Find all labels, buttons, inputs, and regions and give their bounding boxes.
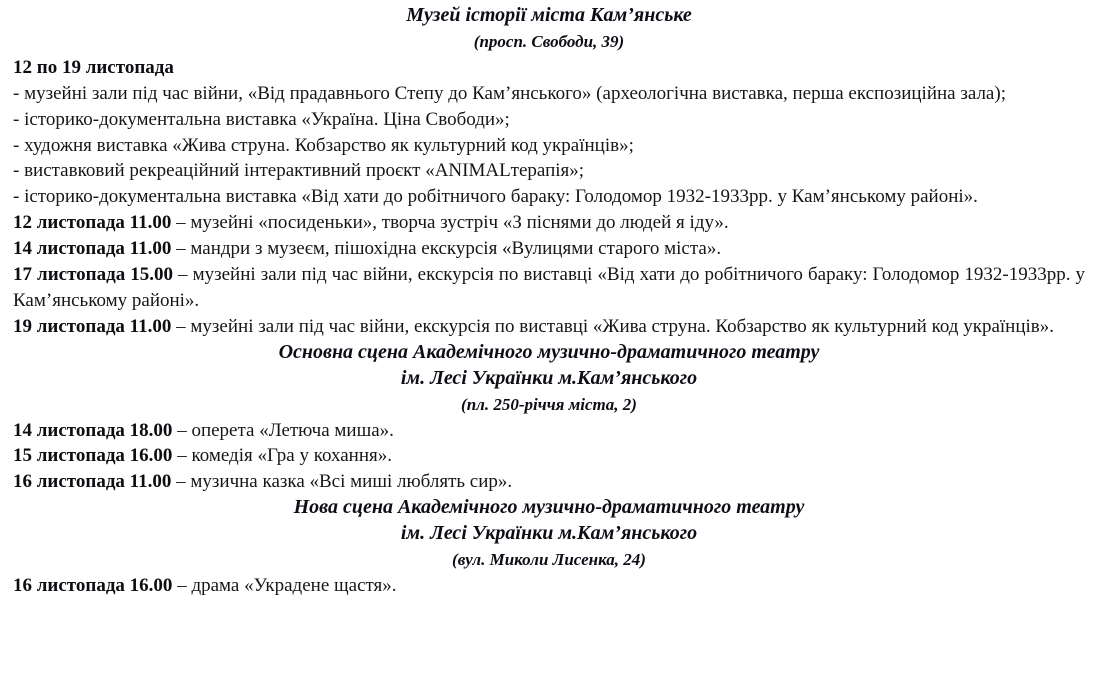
- event-date-time: 16 листопада 11.00: [13, 471, 172, 493]
- event-description: – музейні «посиденьки», творча зустріч «З піснями до людей я іду».: [171, 212, 729, 234]
- event-description: – музейні зали під час війни, екскурсія по виставці «Від хати до робітничого бараку: Голодомор 1932-1933рр. у Кам’янському районі».: [13, 264, 1086, 311]
- event-date-time: 12 листопада 11.00: [13, 212, 172, 234]
- event-description: – комедія «Гра у кохання».: [172, 445, 393, 467]
- event-date-time: 16 листопада 16.00: [13, 574, 173, 596]
- venue-address-museum: (просп. Свободи, 39): [473, 31, 625, 51]
- event-item: [13, 469, 1085, 495]
- event-date-time: 17 листопада 15.00: [13, 264, 174, 286]
- exhibit-item: - музейні зали під час війни, «Від прадавнього Степу до Кам’янського» (археологічна виставка, перша експозиційна зала);: [13, 82, 1006, 104]
- event-item: [13, 573, 1085, 599]
- event-item: [13, 443, 1085, 469]
- venue-address-new-stage: (вул. Миколи Лисенка, 24): [452, 550, 646, 570]
- events-schedule: [13, 3, 1085, 599]
- venue-title-main-stage-2: ім. Лесі Українки м.Кам’янського: [400, 366, 698, 389]
- venue-address-main-stage: (пл. 250-річчя міста, 2): [461, 394, 637, 414]
- event-item: [13, 210, 1085, 236]
- venue-title-new-stage-2: ім. Лесі Українки м.Кам’янського: [400, 522, 698, 545]
- event-description: – мандри з музеєм, пішохідна екскурсія «Вулицями старого міста».: [171, 238, 722, 260]
- venue-title-main-stage: Основна сцена Академічного музично-драматичного театру: [278, 340, 820, 363]
- venue-title-new-stage: Нова сцена Академічного музично-драматичного театру: [293, 496, 805, 519]
- event-date-time: 14 листопада 18.00: [13, 419, 173, 441]
- event-description: – музейні зали під час війни, екскурсія по виставці «Жива струна. Кобзарство як культурний код українців».: [171, 315, 1054, 337]
- exhibit-item: - історико-документальна виставка «Від хати до робітничого бараку: Голодомор 1932-1933рр. у Кам’янському районі».: [13, 186, 978, 208]
- event-description: – оперета «Летюча миша».: [172, 419, 394, 441]
- event-item: [13, 236, 1085, 262]
- exhibit-item: - художня виставка «Жива струна. Кобзарство як культурний код українців»;: [13, 134, 634, 156]
- event-date-time: 14 листопада 11.00: [13, 238, 172, 260]
- exhibit-item: - історико-документальна виставка «Україна. Ціна Свободи»;: [13, 108, 510, 130]
- exhibit-item: - виставковий рекреаційний інтерактивний проєкт «ANIMALтерапія»;: [13, 160, 585, 182]
- event-description: – драма «Украдене щастя».: [172, 574, 397, 596]
- event-item: [13, 314, 1085, 340]
- event-description: – музична казка «Всі миші люблять сир».: [171, 471, 513, 493]
- venue-title-museum: Музей історії міста Кам’янське: [406, 4, 692, 26]
- event-date-time: 19 листопада 11.00: [13, 315, 172, 337]
- date-range: 12 по 19 листопада: [13, 56, 174, 78]
- event-item: [13, 262, 1085, 314]
- event-date-time: 15 листопада 16.00: [13, 445, 173, 467]
- event-item: [13, 418, 1085, 444]
